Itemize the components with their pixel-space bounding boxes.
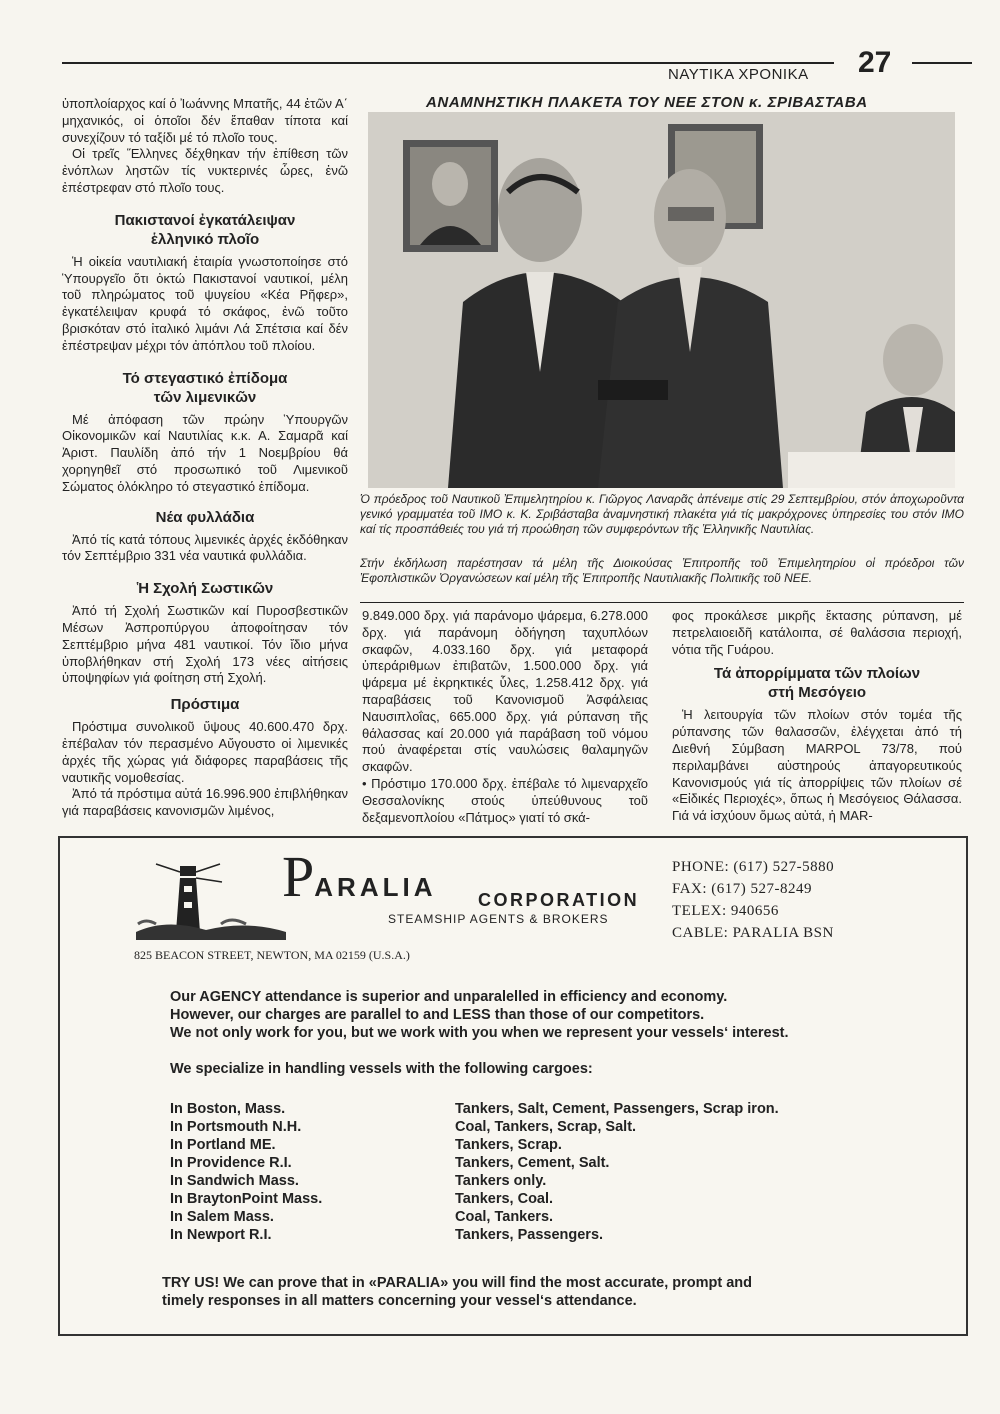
contact-block <box>672 856 834 944</box>
left-column <box>62 96 348 820</box>
intro-line: However, our charges are parallel to and LESS than those of our competitors. <box>170 1007 705 1023</box>
closing-block <box>162 1274 752 1310</box>
page-number: 27 <box>858 46 892 79</box>
port-row <box>170 1154 779 1172</box>
right-intro: φος προκάλεσε μικρῆς ἔκτασης ρύπανση, μέ πετρελαιοειδῆ κατάλοιπα, σέ θαλάσσια περιοχή, νότια τῆς Γυάρου. <box>672 608 962 657</box>
brand-initial: P <box>282 844 315 909</box>
port-row <box>170 1208 779 1226</box>
left-intro-p2: Οἱ τρεῖς Ἕλληνες δέχθηκαν τήν ἐπίθεση τῶν ἐνόπλων ληστῶν τίς νυκτερινές ὧρες, ἐνῶ ἐπέστρεφαν στό πλοῖο τους. <box>62 146 348 195</box>
section-heading: Ἡ Σχολή Σωστικῶν <box>136 580 274 598</box>
section-body: Ἀπό τή Σχολή Σωστικῶν καί Πυροσβεστικῶν Μέσων Ἀσπροπύργου ἀποφοίτησαν τόν Σεπτέμβριο μήνα 481 ναυτικοί. Τόν ἴδιο μήνα ὑποβλήθηκαν στή Σχολή 173 νέες αἰτήσεις ὑποψηφίων γιά φοίτηση στή Σχολή. <box>62 603 348 686</box>
port-cargo: Tankers, Salt, Cement, Passengers, Scrap iron. <box>455 1101 779 1117</box>
port-name: In Salem Mass. <box>170 1209 274 1225</box>
left-intro-p1: ὑποπλοίαρχος καί ὁ Ἰωάννης Μπατῆς, 44 ἐτῶν Α΄ μηχανικός, οἱ ὁποῖοι δέν ἔπαθαν τίποτα καί συνεχίζουν τό ταξίδι μέ τό πλοῖο τους. <box>62 96 348 145</box>
port-cargo: Tankers only. <box>455 1173 547 1189</box>
port-name: In Boston, Mass. <box>170 1101 286 1117</box>
address: 825 BEACON STREET, NEWTON, MA 02159 (U.S.A.) <box>134 948 410 962</box>
intro-line: We not only work for you, but we work with you when we represent your vessels‘ interest. <box>170 1025 789 1041</box>
paralia-advertisement <box>58 836 968 1336</box>
section-body: Ἡ λειτουργία τῶν πλοίων στόν τομέα τῆς ρύπανσης τῶν θαλασσῶν, ἐλέγχεται ἀπό τή Διεθνή Σύμβαση MARPOL 73/78, πού περιλαμβάνει αὐστηρούς ἀπαγορευτικούς Κανονισμούς γιά τίς ἀπορρίψεις τῶν πλοίων σέ «Εἰδικές Περιοχές», ὅπως ἡ Μεσόγειος Θάλασσα. Γιά νά ἰσχύουν ὅμως αὐτά, ἡ MAR- <box>672 707 962 824</box>
section-body: Ἡ οἰκεία ναυτιλιακή ἑταιρία γνωστοποίησε στό Ὑπουργεῖο ὅτι ὀκτώ Πακιστανοί ναυτικοί, μέλη τοῦ πληρώματος τοῦ ψυγείου «Κέα Ρῆφερ», ἐγκατέλειψαν κρυφά τό σκάφος, ἐνῶ τοῦτο βρισκόταν στό ἰταλικό λιμάνι Λά Σπέτσια καί δέν ἐπέστρεψαν μέχρι τόν ἀπόπλου τοῦ πλοίου. <box>62 253 348 353</box>
section-heading: Πρόστιμα <box>170 696 240 714</box>
closing-line: timely responses in all matters concerning your vessel‘s attendance. <box>162 1293 637 1309</box>
middle-paragraph: • Πρόστιμο 170.000 δρχ. ἐπέβαλε τό λιμεναρχεῖο Θεσσαλονίκης στούς ὑπεύθυνους τοῦ δεξαμενοπλοίου «Πάτμος» γιατί τό σκά- <box>362 775 648 825</box>
specialize-line: We specialize in handling vessels with the following cargoes: <box>170 1061 593 1077</box>
lighthouse-icon <box>136 858 286 940</box>
closing-line: TRY US! We can prove that in «PARALIA» you will find the most accurate, prompt and <box>162 1275 753 1291</box>
section-heading: τῶν λιμενικῶν <box>153 388 257 406</box>
section-heading: Νέα φυλλάδια <box>155 508 255 526</box>
section-body: Μέ ἀπόφαση τῶν πρώην Ὑπουργῶν Οἰκονομικῶν καί Ναυτιλίας κ.κ. Α. Σαμαρᾶ καί Ἀριστ. Παυλίδη ἀπό τήν 1 Νοεμβρίου θά χορηγηθεῖ στό προσωπικό τοῦ Λιμενικοῦ Σώματος ὁλόκληρο τό στεγαστικό ἐπίδομα. <box>62 411 348 494</box>
port-cargo: Tankers, Passengers. <box>455 1227 604 1243</box>
section-heading: Πακιστανοί ἐγκατάλειψαν <box>114 211 296 229</box>
port-name: In Newport R.I. <box>170 1227 272 1243</box>
section-body: Πρόστιμα συνολικοῦ ὕψους 40.600.470 δρχ. ἐπέβαλαν τόν περασμένο Αὔγουστο οἱ λιμενικές ἀρχές τῆς χώρας γιά διάφορες παραβάσεις τῆς ναυτικῆς νομοθεσίας. <box>62 719 348 785</box>
intro-block <box>170 988 789 1042</box>
section-heading: Τό στεγαστικό ἐπίδομα <box>122 369 288 387</box>
port-cargo: Coal, Tankers. <box>455 1209 554 1225</box>
section-heading: Τά ἀπορρίμματα τῶν πλοίων <box>713 665 921 683</box>
cable-line: CABLE: PARALIA BSN <box>672 925 834 941</box>
port-row <box>170 1226 779 1244</box>
port-row <box>170 1100 779 1118</box>
port-name: In Providence R.I. <box>170 1155 292 1171</box>
feature-headline: ΑΝΑΜΝΗΣΤΙΚΗ ΠΛΑΚΕΤΑ ΤΟΥ ΝΕΕ ΣΤΟΝ κ. ΣΡΙΒΑΣΤΑΒΑ <box>426 94 868 111</box>
port-row <box>170 1172 779 1190</box>
brand-suffix: CORPORATION <box>478 890 640 910</box>
section-body: Ἀπό τά πρόστιμα αὐτά 16.996.900 ἐπιβλήθηκαν γιά παραβάσεις κανονισμῶν λιμένος, <box>62 786 348 819</box>
port-name: In Portsmouth N.H. <box>170 1119 302 1135</box>
brand-name: ARALIA <box>314 872 437 902</box>
middle-column <box>362 608 648 826</box>
port-row <box>170 1190 779 1208</box>
port-cargo: Tankers, Coal. <box>455 1191 554 1207</box>
section-body: Ἀπό τίς κατά τόπους λιμενικές ἀρχές ἐκδόθηκαν τόν Σεπτέμβριο 331 νέα ναυτικά φυλλάδια. <box>62 531 348 564</box>
magazine-name: ΝΑΥΤΙΚΑ ΧΡΟΝΙΚΑ <box>668 66 809 83</box>
phone-line: PHONE: (617) 527-5880 <box>672 859 835 875</box>
port-row <box>170 1136 779 1154</box>
photo-illustration <box>368 112 955 488</box>
port-name: In Portland ME. <box>170 1137 276 1153</box>
caption-rule <box>360 602 964 603</box>
header-rule-left <box>62 62 834 64</box>
port-name: In Sandwich Mass. <box>170 1173 299 1189</box>
port-cargo: Tankers, Cement, Salt. <box>455 1155 610 1171</box>
port-cargo: Tankers, Scrap. <box>455 1137 562 1153</box>
port-name: In BraytonPoint Mass. <box>170 1191 323 1207</box>
photo-caption-2: Στήν ἐκδήλωση παρέστησαν τά μέλη τῆς Διοικούσας Ἐπιτροπῆς τοῦ Ἐπιμελητηρίου οἱ πρόεδροι τῶν Ἐφοπλιστικῶν Ὀργανώσεων καί μέλη τῆς Ἐπιτροπῆς Ναυτιλιακῆς Πολιτικῆς τοῦ ΝΕΕ. <box>360 556 964 585</box>
section-heading: στή Μεσόγειο <box>767 684 867 702</box>
right-column <box>672 608 962 825</box>
intro-line: Our AGENCY attendance is superior and unparalelled in efficiency and economy. <box>170 989 728 1005</box>
port-row <box>170 1118 779 1136</box>
telex-line: TELEX: 940656 <box>672 903 779 919</box>
feature-photo <box>368 112 955 488</box>
brand-tagline: STEAMSHIP AGENTS & BROKERS <box>388 912 609 926</box>
header-rule-right <box>912 62 972 64</box>
photo-caption-1: Ὁ πρόεδρος τοῦ Ναυτικοῦ Ἐπιμελητηρίου κ. Γιῶργος Λαναρᾶς ἀπένειμε στίς 29 Σεπτεμβρίου, στόν ἀποχωροῦντα γενικό γραμματέα τοῦ IMO κ. Κ. Σριβάσταβα ἀναμνηστική πλακέτα γιά τίς μακρόχρονες ὑπηρεσίες του στόν IMO καί τίς προσπάθειές του γιά τή προώθηση τῶν συμφερόντων τῆς Ἑλληνικῆς Ναυτιλίας. <box>360 492 964 536</box>
brand-logo <box>282 844 437 909</box>
ports-list <box>170 1100 779 1244</box>
middle-paragraph: 9.849.000 δρχ. γιά παράνομο ψάρεμα, 6.278.000 δρχ. γιά παράνομη ὁδήγηση ταχυπλόων σκαφῶν, 4.033.160 δρχ. γιά μεταφορά ὑπεράριθμων ἐπιβατῶν, 1.500.000 δρχ. γιά ψάρεμα μέ ἐκρηκτικές ὗλες, 1.258.412 δρχ. γιά παραβάσεις τοῦ Κανονισμοῦ Ἀσφάλειας Ναυσιπλοΐας, 665.000 δρχ. γιά ρύπανση τῆς θάλασσας καί 20.000 γιά παράβαση τοῦ νόμου πού ἀναφέρεται στίς ναυλώσεις θαλαμηγῶν σκαφῶν. <box>362 608 648 775</box>
section-heading: ἑλληνικό πλοῖο <box>150 230 260 248</box>
port-cargo: Coal, Tankers, Scrap, Salt. <box>455 1119 637 1135</box>
fax-line: FAX: (617) 527-8249 <box>672 881 813 897</box>
